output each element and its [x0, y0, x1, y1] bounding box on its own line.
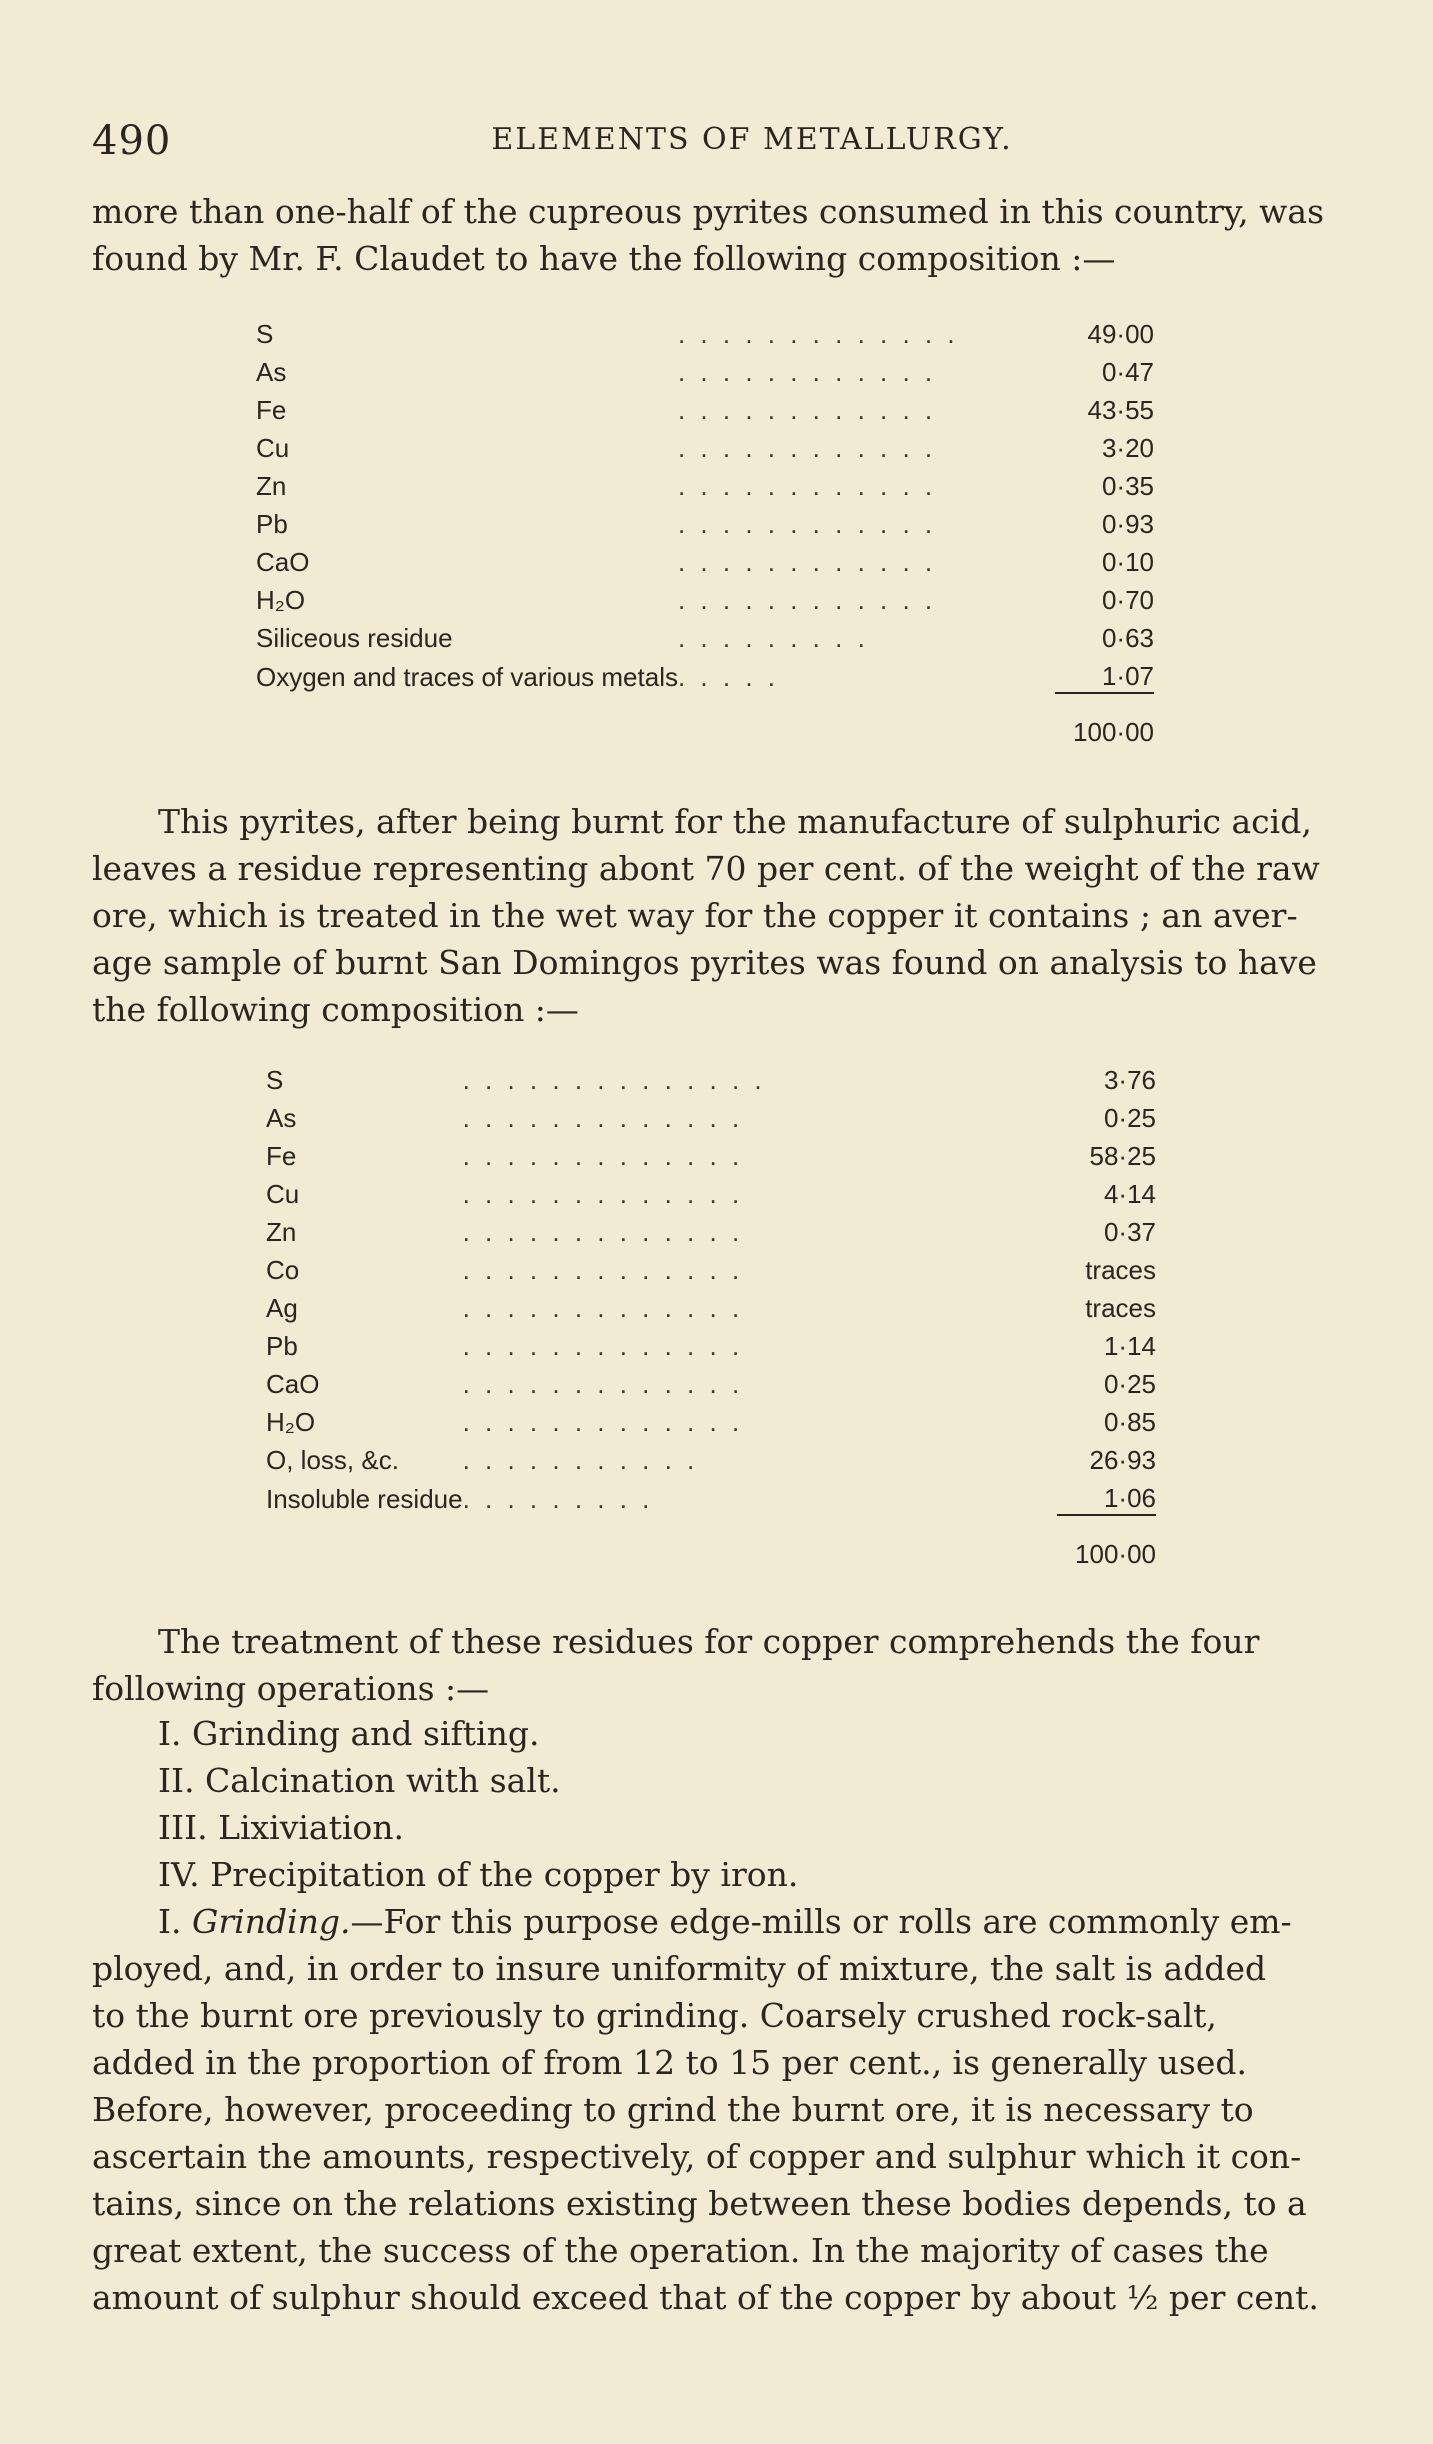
text-line: leaves a residue representing abont 70 per cent. of the weight of the raw	[92, 849, 1320, 888]
table-row	[266, 1248, 1156, 1286]
constituent-value: 49·00	[1087, 319, 1154, 349]
constituent-name: As	[266, 1103, 297, 1133]
constituent-name: Cu	[266, 1179, 300, 1209]
table-row	[256, 464, 1154, 502]
text-run: —For this purpose edge-mills or rolls are commonly em-	[350, 1902, 1292, 1941]
constituent-value: 0·70	[1101, 585, 1154, 615]
blank-cell	[463, 1515, 1057, 1570]
dot-leader: . . . . . . . . . . . .	[677, 357, 937, 387]
dot-leader: . . . . . . . . . . . .	[677, 433, 937, 463]
text-line: the following composition :—	[92, 990, 579, 1029]
section-title: Grinding.	[192, 1902, 351, 1941]
text-line: more than one-half of the cupreous pyrites consumed in this country, was	[92, 192, 1325, 231]
operation-item: III. Lixiviation.	[158, 1808, 405, 1847]
text-line: found by Mr. F. Claudet to have the following composition :—	[92, 239, 1116, 278]
page-number: 490	[92, 118, 172, 164]
table-row	[256, 616, 1154, 654]
constituent-name: O, loss, &c.	[266, 1445, 399, 1475]
dot-leader: . . . . . . . . . . . .	[677, 471, 937, 501]
constituent-name: Zn	[256, 471, 287, 501]
paragraph-intro	[92, 188, 1324, 282]
dot-leader: . . . . . . . . . . . . .	[462, 1331, 744, 1361]
dot-leader: . . . . . . . . . . . .	[677, 395, 937, 425]
operation-item: II. Calcination with salt.	[158, 1761, 561, 1800]
constituent-value: 0·25	[1103, 1103, 1156, 1133]
table-row	[256, 426, 1154, 464]
text-line: amount of sulphur should exceed that of the copper by about ½ per cent.	[92, 2278, 1319, 2317]
text-line: Before, however, proceeding to grind the burnt ore, it is necessary to	[92, 2090, 1254, 2129]
running-head: ELEMENTS OF METALLURGY.	[491, 122, 1013, 157]
dot-leader: . . . . . . . . . . .	[462, 1445, 699, 1475]
table-row	[266, 1476, 1156, 1515]
dot-leader: . . . . . . . . . . . .	[677, 509, 937, 539]
constituent-value: 0·85	[1103, 1407, 1156, 1437]
paragraph-grinding	[92, 1898, 1324, 2321]
page-header	[92, 118, 1332, 168]
dot-leader: . . . . . . . . . . . . .	[462, 1369, 744, 1399]
operation-item: I. Grinding and sifting.	[158, 1714, 540, 1753]
composition-table-raw-pyrites	[256, 312, 1154, 748]
constituent-value: traces	[1085, 1293, 1156, 1323]
constituent-name: Cu	[256, 433, 290, 463]
blank-cell	[256, 693, 678, 748]
table-row	[266, 1058, 1156, 1096]
constituent-value: 0·37	[1103, 1217, 1156, 1247]
table-row	[266, 1210, 1156, 1248]
constituent-name: Fe	[256, 395, 287, 425]
text-line: tains, since on the relations existing between these bodies depends, to a	[92, 2184, 1307, 2223]
table-row	[256, 540, 1154, 578]
composition-table-burnt-pyrites	[266, 1058, 1156, 1570]
table-row	[266, 1096, 1156, 1134]
constituent-value: 1·14	[1103, 1331, 1156, 1361]
constituent-name: As	[256, 357, 287, 387]
constituent-value: 1·07	[1101, 661, 1154, 691]
dot-leader: . . . . . . . . .	[462, 1484, 654, 1514]
constituent-name: Zn	[266, 1217, 297, 1247]
text-line: added in the proportion of from 12 to 15 per cent., is generally used.	[92, 2043, 1247, 2082]
total-value: 100·00	[1055, 693, 1154, 748]
table-row	[266, 1438, 1156, 1476]
text-line: to the burnt ore previously to grinding. Coarsely crushed rock-salt,	[92, 1996, 1217, 2035]
dot-leader: . . . . . . . . . . . .	[677, 547, 937, 577]
constituent-name: Co	[266, 1255, 300, 1285]
constituent-name: Fe	[266, 1141, 297, 1171]
constituent-value: 3·76	[1103, 1065, 1156, 1095]
table-row	[256, 312, 1154, 350]
table-row	[256, 654, 1154, 693]
table-row	[256, 350, 1154, 388]
text-line: great extent, the success of the operation. In the majority of cases the	[92, 2231, 1269, 2270]
constituent-name: S	[256, 319, 274, 349]
table-row	[256, 388, 1154, 426]
text-line: ore, which is treated in the wet way for the copper it contains ; an aver-	[92, 896, 1298, 935]
dot-leader: . . . . . . . . . . . . .	[462, 1255, 744, 1285]
table-row	[266, 1286, 1156, 1324]
paragraph-burnt-residue	[92, 798, 1324, 1033]
table-row	[266, 1324, 1156, 1362]
constituent-value: 0·93	[1101, 509, 1154, 539]
constituent-name: Oxygen and traces of various metals	[256, 662, 678, 692]
table-row	[256, 578, 1154, 616]
constituent-name: H₂O	[256, 585, 306, 615]
text-line: ployed, and, in order to insure uniformity of mixture, the salt is added	[92, 1949, 1267, 1988]
text-line: ascertain the amounts, respectively, of copper and sulphur which it con-	[92, 2137, 1302, 2176]
dot-leader: . . . . . . . . . . . .	[677, 585, 937, 615]
constituent-value: 43·55	[1087, 395, 1154, 425]
dot-leader: . . . . . . . . . . . . .	[462, 1293, 744, 1323]
constituent-value: traces	[1085, 1255, 1156, 1285]
constituent-value: 0·47	[1101, 357, 1154, 387]
dot-leader: . . . . .	[677, 662, 779, 692]
constituent-value: 0·25	[1103, 1369, 1156, 1399]
constituent-name: Pb	[266, 1331, 298, 1361]
constituent-value: 0·10	[1101, 547, 1154, 577]
total-row	[266, 1515, 1156, 1570]
constituent-value: 4·14	[1103, 1179, 1156, 1209]
constituent-value: 26·93	[1089, 1445, 1156, 1475]
constituent-name: Siliceous residue	[256, 623, 453, 653]
constituent-name: S	[266, 1065, 284, 1095]
constituent-name: Ag	[266, 1293, 298, 1323]
text-line: age sample of burnt San Domingos pyrites was found on analysis to have	[92, 943, 1317, 982]
constituent-name: Insoluble residue	[266, 1484, 463, 1514]
constituent-value: 3·20	[1101, 433, 1154, 463]
constituent-name: Pb	[256, 509, 288, 539]
dot-leader: . . . . . . . . . . . . . .	[462, 1065, 766, 1095]
constituent-value: 58·25	[1089, 1141, 1156, 1171]
constituent-value: 0·35	[1101, 471, 1154, 501]
section-numeral: I.	[158, 1902, 182, 1941]
table-row	[266, 1172, 1156, 1210]
dot-leader: . . . . . . . . . . . . .	[462, 1103, 744, 1133]
constituent-name: CaO	[256, 547, 310, 577]
total-row	[256, 693, 1154, 748]
dot-leader: . . . . . . . . .	[677, 623, 869, 653]
dot-leader: . . . . . . . . . . . . .	[462, 1217, 744, 1247]
text-line: following operations :—	[92, 1669, 490, 1708]
dot-leader: . . . . . . . . . . . . .	[462, 1141, 744, 1171]
table-row	[266, 1134, 1156, 1172]
text-line: This pyrites, after being burnt for the manufacture of sulphuric acid,	[158, 802, 1312, 841]
table-row	[266, 1400, 1156, 1438]
blank-cell	[678, 693, 1055, 748]
dot-leader: . . . . . . . . . . . . .	[677, 319, 959, 349]
text-line: The treatment of these residues for copper comprehends the four	[158, 1622, 1260, 1661]
operation-item: IV. Precipitation of the copper by iron.	[158, 1855, 799, 1894]
blank-cell	[266, 1515, 463, 1570]
constituent-name: CaO	[266, 1369, 320, 1399]
table-row	[256, 502, 1154, 540]
total-value: 100·00	[1057, 1515, 1156, 1570]
text-line	[92, 1898, 1324, 1945]
constituent-value: 1·06	[1103, 1483, 1156, 1513]
dot-leader: . . . . . . . . . . . . .	[462, 1179, 744, 1209]
constituent-value: 0·63	[1101, 623, 1154, 653]
dot-leader: . . . . . . . . . . . . .	[462, 1407, 744, 1437]
table-row	[266, 1362, 1156, 1400]
paragraph-treatment	[92, 1618, 1324, 1712]
constituent-name: H₂O	[266, 1407, 316, 1437]
